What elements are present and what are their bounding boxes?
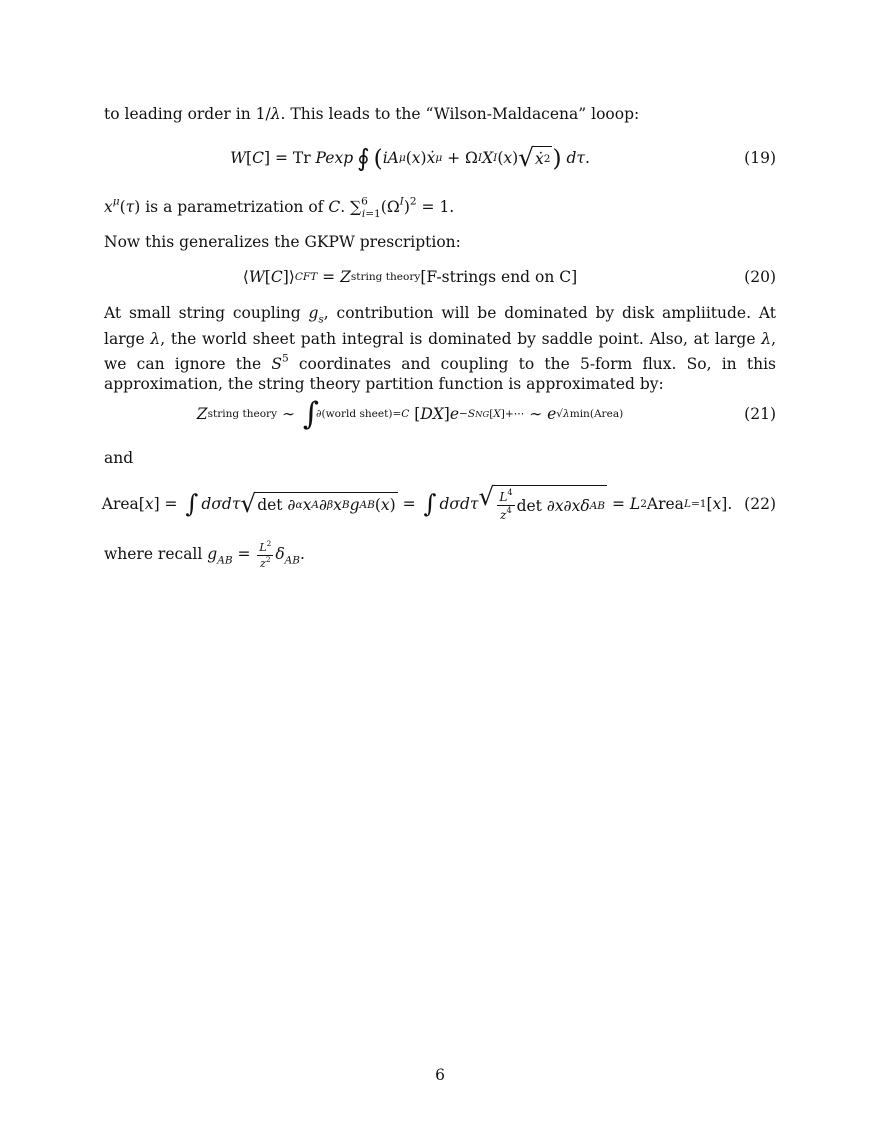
- equation-22: [101, 478, 776, 530]
- equation-21: [104, 386, 776, 442]
- equation-19: [104, 134, 776, 182]
- equation-21-number: (21): [744, 405, 776, 423]
- paragraph-recall: [104, 540, 776, 571]
- paragraph-and-text: and: [104, 449, 134, 467]
- equation-22-body: Area[ x ] = ∫ dσdτ √ det ∂ α x A ∂ β x B g AB ( x ) = ∫ dσdτ √ $\frac{L^4}{z^4}$ det ∂ x ∂ x δ AB = L 2 Area L=1 [ x ].: [101, 482, 733, 522]
- parametrization-text: $x^\mu(\tau)$ is a parametrization of C.: [104, 196, 351, 217]
- page-number: 6: [435, 1066, 445, 1084]
- paragraph-approximation: [104, 304, 776, 394]
- paragraph-gkpw: [104, 233, 776, 253]
- paragraph-parametrization: [104, 193, 776, 225]
- paragraph-intro-text: to leading order in 1/λ. This leads to the “Wilson-Maldacena” looop:: [104, 105, 640, 123]
- equation-20: [104, 253, 776, 301]
- equation-22-number: (22): [744, 495, 776, 513]
- paragraph-approximation-text: At small string coupling $g_s$, contribution will be dominated by disk ampliitude. At large λ, the world sheet path integral is dominated by saddle point. Also, at large λ, we can ignore the $S^5$ coordinates and coupling to the 5-form flux. So, in this approximation, the string theory partition function is approximated by:: [104, 304, 776, 393]
- equation-20-number: (20): [744, 268, 776, 286]
- paragraph-intro: [104, 105, 776, 125]
- paper-page: [101, 0, 776, 1139]
- paragraph-recall-text: where recall $g_{AB}$ = $\frac{L^2}{z^2}$ $\delta_{AB}$.: [104, 539, 305, 570]
- paragraph-gkpw-text: Now this generalizes the GKPW prescription:: [104, 233, 461, 251]
- normalization-sum: $\sum^6_{i=1}(\Omega^I)^2 = 1$.: [350, 196, 455, 221]
- equation-19-number: (19): [744, 149, 776, 167]
- equation-19-body: W [ C ] = Tr Pexp ∮ ( iA μ ( x ) ẋ μ + Ω I X I ( x ) √ ẋ 2 ) dτ .: [230, 142, 590, 172]
- paragraph-and: [104, 449, 776, 469]
- equation-21-body: Z string theory ∼ ∫ ∂(world sheet)=C [ DX ] e −SNG[X]+⋯ ∼ e √λmin(Area): [196, 395, 624, 432]
- equation-20-body: ⟨ W [ C ]⟩ CFT = Z string theory [F-strings end on C]: [242, 268, 578, 286]
